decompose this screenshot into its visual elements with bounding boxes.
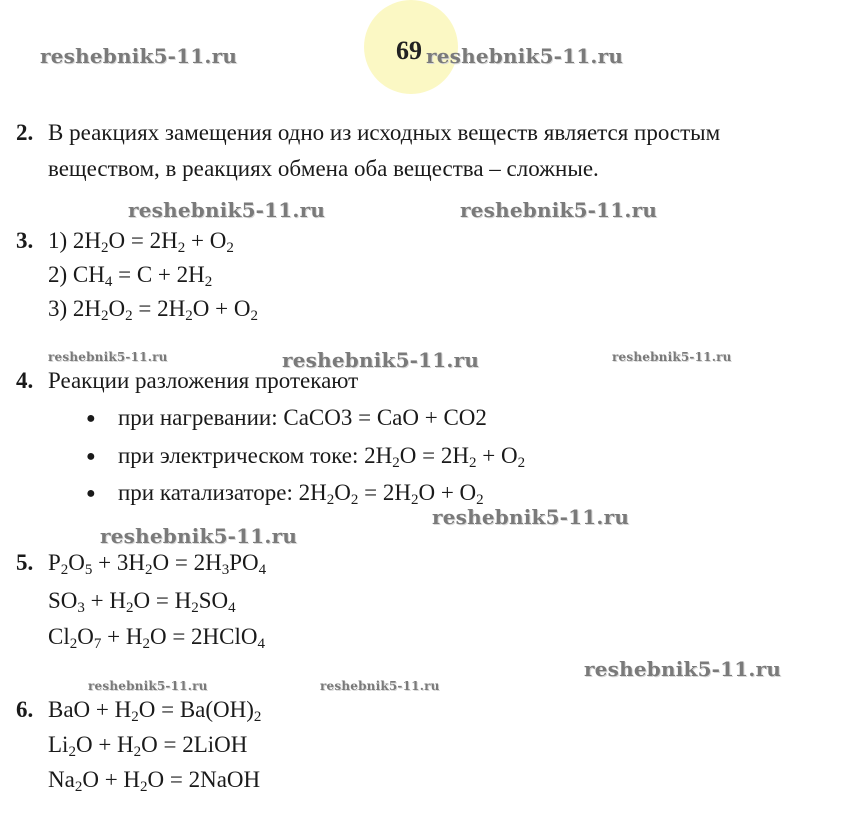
watermark: reshebnik5-11.ru — [432, 505, 630, 529]
answer-2-line-2: веществом, в реакциях обмена оба вещества – сложные. — [48, 156, 599, 181]
bullet-item-catalyst: при катализаторе: $2H_2O_2 = 2H_2O + O_2$ — [118, 480, 484, 508]
question-number-6: 6. — [16, 697, 34, 722]
watermark: reshebnik5-11.ru — [40, 44, 238, 68]
question-number-4: 4. — [16, 368, 34, 393]
answer-4-intro: Реакции разложения протекают — [48, 368, 359, 393]
watermark: reshebnik5-11.ru — [320, 679, 440, 693]
equation-5-2: $SO_3 + H_2O = H_2SO_4$ — [48, 588, 236, 616]
equation-3-1: 1) $2H_2O = 2H_2 + O_2$ — [48, 228, 234, 256]
equation-3-2: 2) $CH_4 = C + 2H_2$ — [48, 262, 213, 290]
page-number: 69 — [396, 36, 422, 65]
watermark: reshebnik5-11.ru — [88, 679, 208, 693]
question-number-3: 3. — [16, 228, 34, 253]
watermark: reshebnik5-11.ru — [48, 350, 168, 364]
watermark: reshebnik5-11.ru — [128, 198, 326, 222]
equation-6-2: $Li_2O + H_2O$ = 2LiOH — [48, 732, 248, 760]
watermark: reshebnik5-11.ru — [612, 350, 732, 364]
equation-5-1: $P_2O_5 + 3H_2O = 2H_3PO_4$ — [48, 550, 267, 578]
bullet-icon: ● — [86, 448, 96, 465]
equation-6-1: BaO + $H_2O = Ba(OH)_2$ — [48, 697, 262, 725]
equation-3-3: 3) $2H_2O_2 = 2H_2O + O_2$ — [48, 296, 258, 324]
question-number-5: 5. — [16, 550, 34, 575]
watermark: reshebnik5-11.ru — [584, 657, 782, 681]
question-number-2: 2. — [16, 120, 34, 145]
bullet-item-heating: при нагревании: CaCO3 = CaO + CO2 — [118, 405, 487, 430]
bullet-item-electric: при электрическом токе: $2H_2O = 2H_2 + O_2$ — [118, 443, 526, 471]
watermark: reshebnik5-11.ru — [426, 44, 624, 68]
watermark: reshebnik5-11.ru — [100, 524, 298, 548]
answer-2-line-1: В реакциях замещения одно из исходных веществ является простым — [48, 120, 721, 145]
bullet-icon: ● — [86, 410, 96, 427]
watermark: reshebnik5-11.ru — [282, 348, 480, 372]
equation-6-3: $Na_2O + H_2O$ = 2NaOH — [48, 767, 261, 795]
bullet-icon: ● — [86, 485, 96, 502]
watermark: reshebnik5-11.ru — [460, 198, 658, 222]
equation-5-3: $Cl_2O_7 + H_2O$ = 2HClO$_4$ — [48, 624, 265, 652]
